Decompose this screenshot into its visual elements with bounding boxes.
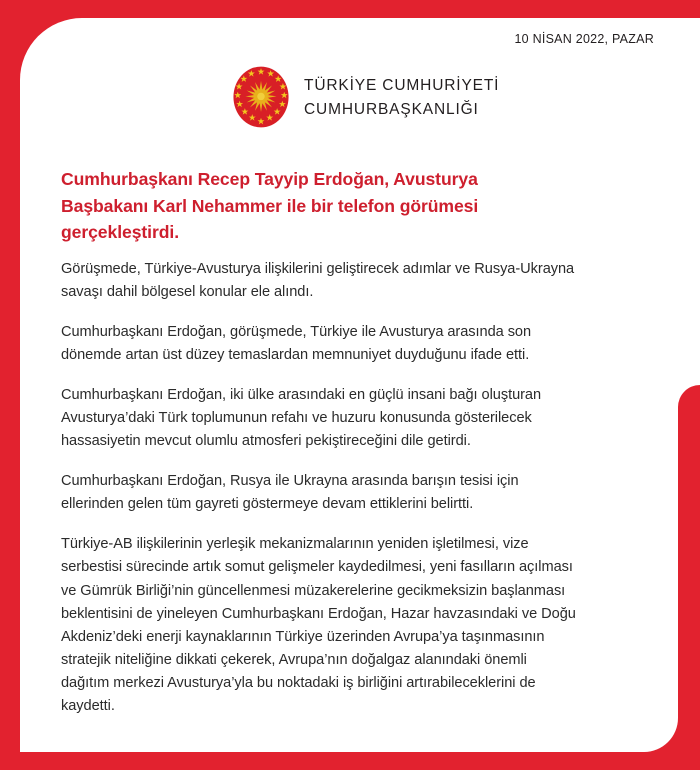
logo-text-block <box>304 74 499 120</box>
paragraph: Türkiye-AB ilişkilerinin yerleşik mekanizmalarının yeniden işletilmesi, vize serbestisi sürecinde artık somut gelişmeler kaydedilmesi, yeni fasılların açılması ve Gümrük Birliği’nin güncellenmesi müzakerelerine gecikmeksizin başlanması beklentisini de yineleyen Cumhurbaşkanı Erdoğan, Hazar havzasındaki ve Doğu Akdeniz’deki enerji kaynaklarının Türkiye üzerinden Avrupa’ya taşınmasının stratejik niteliğine dikkati çekerek, Avrupa’nın doğalgaz alanındaki önemli dağıtım merkezi Avusturya’yla bu noktadaki iş birliğini artırabileceklerini de kaydetti. <box>61 536 576 714</box>
article-body <box>61 258 576 718</box>
paragraph: Cumhurbaşkanı Erdoğan, Rusya ile Ukrayna arasında barışın tesisi için ellerinden gelen tüm gayreti göstermeye devam ettiklerini belirtti. <box>61 473 519 513</box>
logo-line-republic: TÜRKİYE CUMHURİYETİ <box>304 77 500 95</box>
paragraph: Cumhurbaşkanı Erdoğan, görüşmede, Türkiye ile Avusturya arasında son dönemde artan üst düzey temaslardan memnuniyet duyduğunu ifade etti. <box>61 324 532 364</box>
paragraph: Cumhurbaşkanı Erdoğan, iki ülke arasındaki en güçlü insani bağı oluşturan Avusturya’daki Türk toplumunun refahı ve huzuru konusunda gösterilecek hassasiyetin mevcut olumlu atmosferi pekiştireceğini dile getirdi. <box>61 387 542 450</box>
logo-line-presidency: CUMHURBAŞKANLIĞI <box>304 100 479 118</box>
page-title: Cumhurbaşkanı Recep Tayyip Erdoğan, Avusturya Başbakanı Karl Nehammer ile bir telefon görümesi gerçekleştirdi. <box>61 169 479 243</box>
publication-date: 10 NİSAN 2022, PAZAR <box>514 32 654 46</box>
paragraph: Görüşmede, Türkiye-Avusturya ilişkilerini geliştirecek adımlar ve Rusya-Ukrayna savaşı dahil bölgesel konular ele alındı. <box>61 261 575 301</box>
turkish-presidency-emblem-icon <box>232 66 290 128</box>
presidency-logo <box>232 66 499 128</box>
